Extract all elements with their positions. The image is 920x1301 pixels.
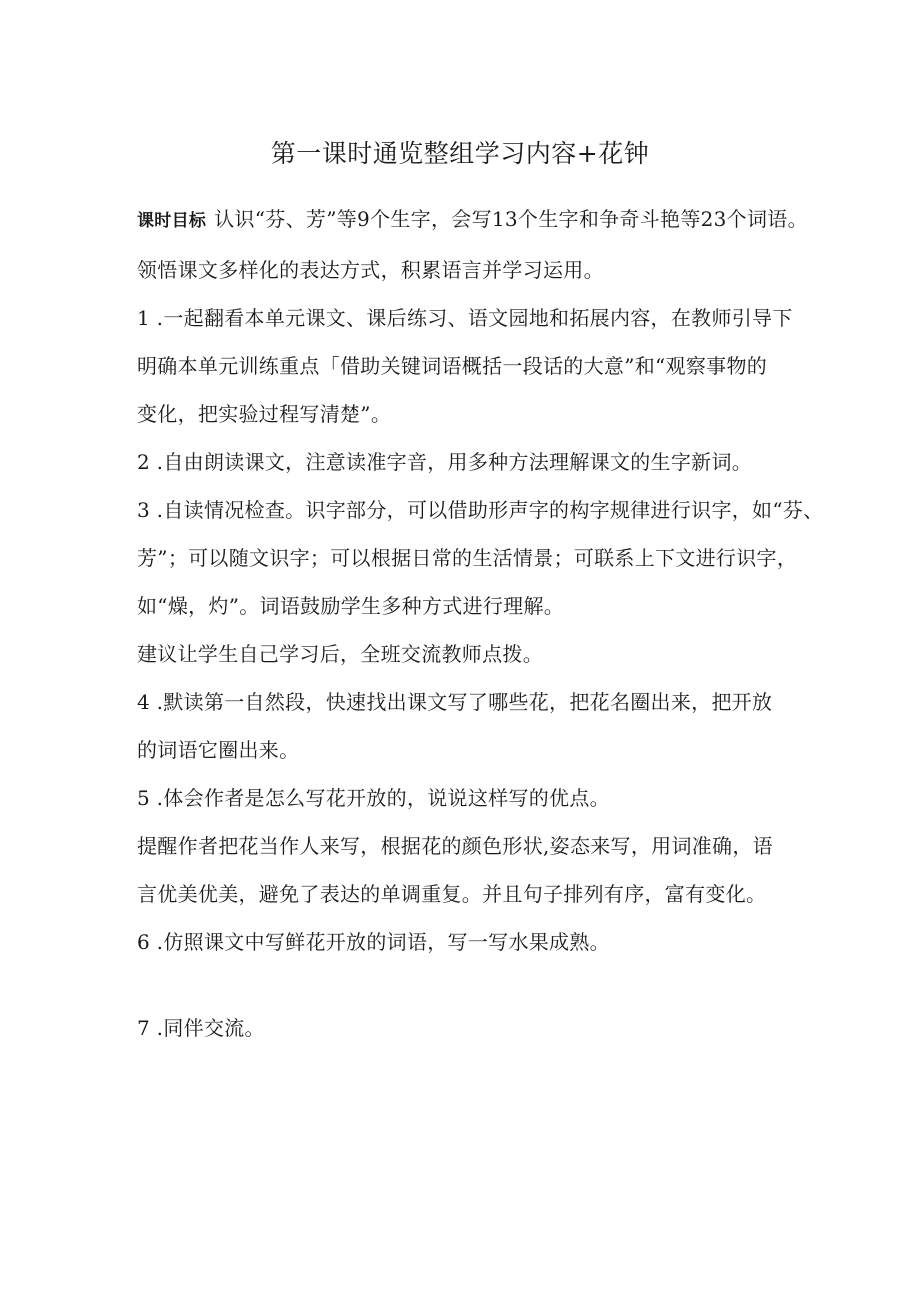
- objective-line-1: [137, 203, 808, 232]
- reminder-line-2: 言优美优美，避免了表达的单调重复。并且句子排列有序，富有变化。: [137, 882, 767, 906]
- item-1-line-1: 1 .一起翻看本单元课文、课后练习、语文园地和拓展内容，在教师引导下: [137, 306, 793, 330]
- item-4-line-1: 4 .默读第一自然段，快速找出课文写了哪些花，把花名圈出来，把开放: [137, 690, 773, 714]
- reminder-line-1: 提醒作者把花当作人来写，根据花的颜色形状,姿态来写，用词准确，语: [137, 834, 773, 858]
- objective-text-1: 认识“芬、芳”等9个生字，会写13个生字和争奇斗艳等23个词语。: [214, 207, 808, 231]
- page-title: 第一课时通览整组学习内容+花钟: [270, 139, 650, 168]
- item-6-line-1: 6 .仿照课文中写鲜花开放的词语，写一写水果成熟。: [137, 930, 610, 954]
- item-3-line-1: 3 .自读情况检查。识字部分，可以借助形声字的构字规律进行识字，如“芬、: [137, 498, 824, 522]
- item-4-line-2: 的词语它圈出来。: [137, 738, 300, 762]
- item-2-line-1: 2 .自由朗读课文，注意读准字音，用多种方法理解课文的生字新词。: [137, 450, 753, 474]
- item-3-line-3: 如“燥，灼”。词语鼓励学生多种方式进行理解。: [137, 594, 565, 618]
- item-5-line-1: 5 .体会作者是怎么写花开放的，说说这样写的优点。: [137, 786, 610, 810]
- item-7-line-1: 7 .同伴交流。: [137, 1016, 265, 1040]
- item-3-line-2: 芳”；可以随文识字；可以根据日常的生活情景；可联系上下文进行识字，: [137, 546, 798, 570]
- objective-label: 课时目标: [137, 211, 207, 231]
- objective-line-2: 领悟课文多样化的表达方式，积累语言并学习运用。: [137, 258, 604, 282]
- suggestion-line: 建议让学生自己学习后，全班交流教师点拨。: [137, 642, 543, 666]
- item-1-line-3: 变化，把实验过程写清楚”。: [137, 402, 392, 426]
- item-1-line-2: 明确本单元训练重点「借助关键词语概括一段话的大意”和“观察事物的: [137, 354, 768, 378]
